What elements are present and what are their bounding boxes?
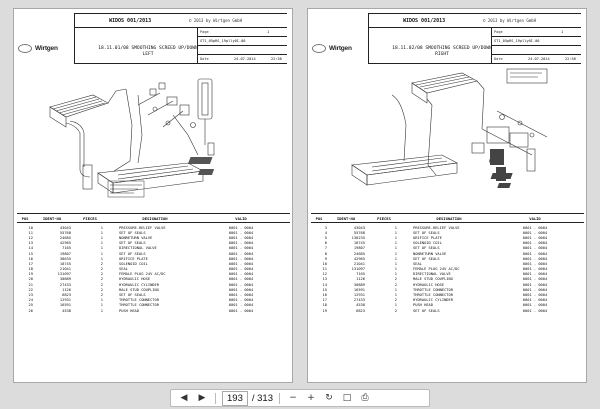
cell-valid: 0001 - 0004 [522,251,548,256]
table-row [17,277,290,282]
cell-designation: ORIFICE PLATE [119,256,148,261]
cell-designation: ORIFICE PLATE [413,235,442,240]
cell-pieces: 1 [100,246,103,251]
cell-designation: MALE STUD COUPLING [119,287,159,292]
parts-table [311,213,584,313]
cell-valid: 0001 - 0004 [228,267,254,272]
col-pos: POS [21,215,29,221]
toolbar-divider [279,393,280,404]
cell-valid: 0001 - 0004 [228,298,254,303]
cell-ident-no: 1126 [356,277,365,282]
cell-designation: SOLENOID COIL [119,261,148,266]
cell-ident-no: 24685 [59,235,71,240]
table-row [17,267,290,272]
table-row [311,225,584,230]
table-row [17,246,290,251]
cell-ident-no: 55768 [353,230,365,235]
brand-name: Wirtgen [35,44,58,52]
cell-designation: NONRETURN VALVE [119,235,153,240]
table-row [311,272,584,277]
page-label: Page [494,30,503,34]
table-row [17,261,290,266]
cell-pos: 13 [322,277,327,282]
table-header [311,213,584,223]
table-row [311,277,584,282]
cell-valid: 0001 - 0004 [522,303,548,308]
cell-pieces: 1 [100,235,103,240]
cell-pos: 17 [28,261,33,266]
cell-pieces: 2 [100,267,103,272]
cell-valid: 0001 - 0004 [522,293,548,298]
cell-designation: SET OF SEALS [119,251,146,256]
viewer-toolbar [170,389,430,407]
table-row [17,251,290,256]
cell-ident-no: 7165 [62,246,71,251]
time-value: 22:58 [565,57,576,61]
cell-ident-no: 131097 [351,267,365,272]
wirtgen-logo [18,42,80,54]
cell-valid: 0001 - 0004 [228,277,254,282]
cell-pieces: 1 [100,241,103,246]
cell-designation: SET OF SEALS [413,246,440,251]
nav-forward-icon[interactable]: ▶ [198,393,206,403]
cell-designation: NONRETURN VALVE [413,251,447,256]
cell-pieces: 1 [394,241,397,246]
table-row [311,298,584,303]
header-divider [74,13,75,63]
cell-pos: 18 [322,303,327,308]
table-body [311,223,584,313]
cell-ident-no: 6823 [356,308,365,313]
cell-ident-no: 12931 [59,298,71,303]
parts-table [17,213,290,313]
cell-pos: 3 [324,225,327,230]
cell-designation: HYDRAULIC CYLINDER [413,298,453,303]
cell-valid: 0001 - 0004 [522,272,548,277]
cell-ident-no: 1126 [62,287,71,292]
cell-pieces: 1 [100,298,103,303]
cell-pieces: 1 [394,256,397,261]
cell-pieces: 2 [100,293,103,298]
cell-ident-no: 12931 [353,293,365,298]
cell-ident-no: 131097 [57,272,71,277]
table-row [311,256,584,261]
table-row [17,308,290,313]
cell-pieces: 1 [100,251,103,256]
cell-pieces: 2 [100,277,103,282]
cell-valid: 0001 - 0004 [522,282,548,287]
cell-valid: 0001 - 0004 [522,230,548,235]
table-row [311,241,584,246]
cell-pieces: 1 [394,267,397,272]
cell-pieces: 2 [100,282,103,287]
header-rule [368,27,581,28]
cell-ident-no: 16591 [59,303,71,308]
cell-valid: 0001 - 0004 [522,308,548,313]
cell-designation: SET OF SEALS [413,230,440,235]
table-row [17,282,290,287]
cell-designation: THROTTLE CONNECTOR [413,287,453,292]
table-row [17,241,290,246]
cell-valid: 0001 - 0004 [228,241,254,246]
cell-ident-no: 16591 [353,287,365,292]
rotate-icon[interactable]: ↻ [325,393,333,403]
table-row [17,256,290,261]
cell-pos: 13 [28,241,33,246]
cell-designation: HYDRAULIC HOSE [413,282,445,287]
page-value: 1 [267,30,270,34]
table-row [17,225,290,230]
cell-pos: 22 [28,287,33,292]
cell-ident-no: 42965 [59,241,71,246]
table-row [311,303,584,308]
cell-designation: HYDRAULIC CYLINDER [119,282,159,287]
header-rule [491,36,581,37]
doc-title: WIDOS 001/2013 [403,18,446,24]
table-row [17,272,290,277]
drawing-code: ST1_05pRS_19plly0I-00 [200,39,246,43]
cell-designation: SET OF SEALS [119,293,146,298]
col-pieces: PIECES [377,215,391,221]
col-valid: VALID [529,215,541,221]
cell-valid: 0001 - 0004 [228,293,254,298]
cell-pos: 12 [322,272,327,277]
cell-pieces: 1 [394,251,397,256]
cell-designation: THROTTLE CONNECTOR [119,298,159,303]
col-pos: POS [315,215,323,221]
nav-back-icon[interactable]: ◀ [180,393,188,403]
cell-designation: SEAL [119,267,128,272]
cell-designation: FEMALE PLUG 24V AC/DC [413,267,460,272]
page-value: 1 [561,30,564,34]
cell-ident-no: 21041 [59,267,71,272]
cell-pieces: 1 [394,230,397,235]
cell-designation: PRESSURE-RELIEF VALVE [119,225,166,230]
cell-designation: PRESSURE-RELIEF VALVE [413,225,460,230]
table-row [17,303,290,308]
cell-valid: 0001 - 0004 [228,303,254,308]
cell-pos: 14 [322,282,327,287]
date-label: Date [200,57,209,61]
cell-pieces: 2 [394,277,397,282]
cell-valid: 0001 - 0004 [228,256,254,261]
header-rule [368,63,581,64]
cell-ident-no: 4538 [62,308,71,313]
cell-pos: 24 [28,298,33,303]
cell-valid: 0001 - 0004 [522,256,548,261]
cell-pieces: 1 [100,225,103,230]
cell-valid: 0001 - 0004 [228,225,254,230]
zoom-out-icon[interactable]: − [289,393,297,403]
cell-ident-no: 19807 [353,246,365,251]
cell-pos: 18 [28,267,33,272]
catalog-page-left [13,8,293,383]
cell-ident-no: 30889 [59,277,71,282]
date-value: 24.07.2014 [234,57,256,61]
cell-designation: THROTTLE CONNECTOR [119,303,159,308]
cell-ident-no: 4538 [356,303,365,308]
cell-ident-no: 42965 [353,256,365,261]
cell-designation: SEAL [413,261,422,266]
cell-pieces: 1 [394,261,397,266]
table-row [17,292,290,297]
copyright: © 2013 by Wirtgen GmbH [189,18,242,23]
col-pieces: PIECES [83,215,97,221]
table-row [311,287,584,292]
cell-ident-no: 55768 [59,230,71,235]
table-row [311,246,584,251]
header-rule [197,54,287,55]
cell-pieces: 2 [394,308,397,313]
table-row [311,251,584,256]
table-row [311,282,584,287]
cell-designation: SOLENOID COIL [413,241,442,246]
cell-pos: 5 [324,235,327,240]
cell-ident-no: 27433 [59,282,71,287]
cell-designation: SET OF SEALS [413,256,440,261]
cell-designation: PUSH HEAD [413,303,433,308]
date-value: 24.07.2014 [528,57,550,61]
cell-designation: HYDRAULIC HOSE [119,277,151,282]
cell-designation: DIRECTIONAL VALVE [413,272,451,277]
cell-valid: 0001 - 0004 [228,308,254,313]
zoom-in-icon[interactable]: + [307,393,315,403]
cell-pieces: 2 [100,261,103,266]
col-ident-no: IDENT-NO [336,215,356,221]
cell-pos: 7 [324,246,327,251]
print-icon[interactable]: ⎙ [361,393,369,403]
cell-designation: FEMALE PLUG 24V AC/DC [119,272,166,277]
table-row [311,261,584,266]
cell-valid: 0001 - 0004 [522,261,548,266]
cell-pieces: 1 [394,303,397,308]
cell-ident-no: 24685 [353,251,365,256]
cell-designation: SET OF SEALS [119,230,146,235]
cell-pos: 15 [322,287,327,292]
cell-ident-no: 21041 [353,261,365,266]
cell-pieces: 1 [394,225,397,230]
cell-pos: 14 [28,246,33,251]
cell-pos: 25 [28,303,33,308]
time-value: 22:58 [271,57,282,61]
cell-pieces: 1 [100,230,103,235]
cell-pieces: 2 [394,298,397,303]
table-row [17,287,290,292]
cell-ident-no: 27433 [353,298,365,303]
header-rule [74,27,287,28]
doc-title: WIDOS 001/2013 [109,18,152,24]
logo-mark-icon [312,44,326,53]
cell-pos: 9 [324,256,327,261]
cell-valid: 0001 - 0004 [522,225,548,230]
cell-pieces: 1 [394,272,397,277]
cell-valid: 0001 - 0004 [228,282,254,287]
cell-valid: 0001 - 0004 [228,287,254,292]
cell-valid: 0001 - 0004 [228,235,254,240]
cell-ident-no: 30889 [353,282,365,287]
table-row [311,235,584,240]
table-row [311,230,584,235]
table-row [17,298,290,303]
cell-pos: 19 [322,308,327,313]
fit-page-icon[interactable]: □ [342,393,352,403]
cell-pos: 10 [28,225,33,230]
cell-ident-no: 38635 [59,256,71,261]
cell-valid: 0001 - 0004 [522,287,548,292]
cell-valid: 0001 - 0004 [522,267,548,272]
cell-pieces: 1 [394,246,397,251]
cell-pieces: 2 [100,287,103,292]
cell-ident-no: 19807 [59,251,71,256]
catalog-page-right [307,8,587,383]
cell-valid: 0001 - 0004 [522,246,548,251]
table-row [311,267,584,272]
cell-pos: 15 [28,251,33,256]
cell-pos: 21 [28,282,33,287]
exploded-parts-drawing [332,65,577,205]
brand-name: Wirtgen [329,44,352,52]
cell-ident-no: 43043 [353,225,365,230]
drawing-code: ST1_05pRS_19plly0I-00 [494,39,540,43]
logo-mark-icon [18,44,32,53]
cell-designation: SET OF SEALS [119,241,146,246]
cell-designation: THROTTLE CONNECTOR [413,293,453,298]
cell-ident-no: 18745 [59,261,71,266]
cell-pos: 16 [28,256,33,261]
cell-designation: MALE STUD COUPLING [413,277,453,282]
cell-valid: 0001 - 0004 [228,272,254,277]
cell-valid: 0001 - 0004 [522,298,548,303]
header-divider [368,13,369,63]
cell-ident-no: 136235 [351,235,365,240]
table-row [311,292,584,297]
cell-pos: 6 [324,241,327,246]
cell-pieces: 1 [394,235,397,240]
table-row [17,235,290,240]
col-ident-no: IDENT-NO [42,215,62,221]
page-count: / 313 [251,392,273,404]
cell-pieces: 1 [100,308,103,313]
cell-ident-no: 43043 [59,225,71,230]
header-rule [197,36,287,37]
cell-pos: 20 [28,277,33,282]
header-rule [491,45,581,46]
cell-designation: SET OF SEALS [413,308,440,313]
cell-pos: 26 [28,308,33,313]
toolbar-divider [215,393,216,404]
cell-ident-no: 6823 [62,293,71,298]
col-designation: DESIGNATION [142,215,168,221]
cell-pos: 4 [324,230,327,235]
cell-ident-no: 7165 [356,272,365,277]
cell-pieces: 2 [100,272,103,277]
cell-ident-no: 18745 [353,241,365,246]
header-rule [197,45,287,46]
wirtgen-logo [312,42,374,54]
page-label: Page [200,30,209,34]
cell-pieces: 1 [100,256,103,261]
cell-valid: 0001 - 0004 [228,261,254,266]
cell-pieces: 2 [394,282,397,287]
cell-pieces: 1 [394,293,397,298]
cell-valid: 0001 - 0004 [522,235,548,240]
cell-designation: DIRECTIONAL VALVE [119,246,157,251]
cell-pos: 23 [28,293,33,298]
cell-pos: 8 [324,251,327,256]
cell-pos: 16 [322,293,327,298]
cell-pos: 17 [322,298,327,303]
exploded-parts-drawing [38,65,283,205]
cell-valid: 0001 - 0004 [228,230,254,235]
section-title: 18.11.01/08 SMOOTHING SCREED UP/DOWN LEFT [98,46,198,57]
section-title: 18.11.02/08 SMOOTHING SCREED UP/DOWN RIGHT [392,46,492,57]
date-label: Date [494,57,503,61]
cell-valid: 0001 - 0004 [228,251,254,256]
table-row [17,230,290,235]
cell-pos: 12 [28,235,33,240]
cell-pieces: 1 [394,287,397,292]
header-rule [74,13,287,14]
copyright: © 2013 by Wirtgen GmbH [483,18,536,23]
header-rule [368,13,581,14]
col-designation: DESIGNATION [436,215,462,221]
cell-designation: PUSH HEAD [119,308,139,313]
cell-pos: 11 [28,230,33,235]
table-row [311,308,584,313]
cell-valid: 0001 - 0004 [228,246,254,251]
header-rule [491,54,581,55]
cell-valid: 0001 - 0004 [522,277,548,282]
table-body [17,223,290,313]
cell-pos: 19 [28,272,33,277]
cell-pos: 10 [322,261,327,266]
cell-valid: 0001 - 0004 [522,241,548,246]
cell-pieces: 1 [100,303,103,308]
table-header [17,213,290,223]
current-page-input[interactable]: 193 [222,391,248,406]
col-valid: VALID [235,215,247,221]
header-rule [74,63,287,64]
cell-pos: 11 [322,267,327,272]
